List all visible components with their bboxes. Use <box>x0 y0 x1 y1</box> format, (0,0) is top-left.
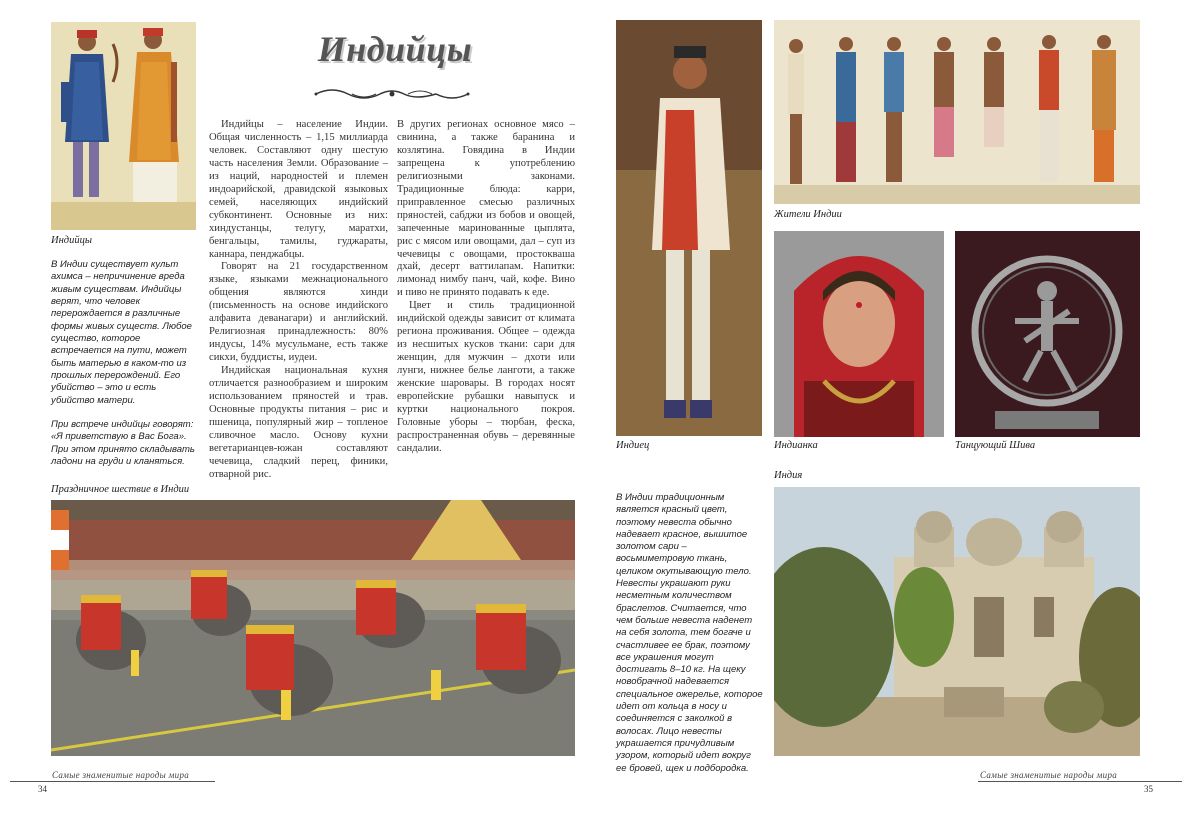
caption-india: Индия <box>774 470 803 481</box>
inhabitants-illustration <box>774 20 1140 204</box>
paragraph-clothing: Цвет и стиль традиционной индийской одежды зависит от климата региона проживания. Общее – одежда из несшитых кусков ткани: сари для женщин, для мужчин – дхоти или лунги, нижнее белье ланготи, а также женские шаровары. В городах носят европейские рубашки навыпуск и куртки национального покроя. Головные уборы – тюрбан, феска, распространенная обувь – деревянные сандалии. <box>397 300 575 454</box>
indians-painting <box>51 22 196 230</box>
indian-woman-photo <box>774 231 944 437</box>
paragraph-population: Индийцы – население Индии. Общая численность – 1,15 миллиарда человек. Составляют одну шестую часть населения Земли. Образование – из наций, народностей и племен индоарийской, дравидской языковых семей, населяющих индийский субконтинент. Основные из них: хиндустанцы, телугу, маратхи, бенгальцы, тамилы, гуджараты, каннара, пенджабцы. <box>209 119 388 260</box>
indian-man-photo <box>616 20 762 436</box>
caption-inhabitants: Жители Индии <box>774 209 842 220</box>
page-title: Индийцы <box>317 29 473 69</box>
procession-photo <box>51 500 575 756</box>
page-number-left: 34 <box>38 784 47 794</box>
text-column-2 <box>397 119 575 456</box>
footer-title-left: Самые знаменитые народы мира <box>52 770 190 780</box>
text-column-1 <box>209 119 388 482</box>
paragraph-language: Говорят на 21 государственном языке, языками межнационального общения являются хинди (письменность на основе индийского алфавита деванагари) и английский. Религиозная принадлежность: 80% индусы, 14% мусульмане, есть также сикхи, буддисты, иудеи. <box>209 261 388 364</box>
caption-procession: Праздничное шествие в Индии <box>51 484 190 495</box>
footer-title-right: Самые знаменитые народы мира <box>980 770 1118 780</box>
caption-shiva: Танцующий Шива <box>955 440 1036 451</box>
caption-woman: Индианка <box>774 440 818 451</box>
page-number-right: 35 <box>1144 784 1153 794</box>
paragraph-cuisine-cont: В других регионах основное мясо – свинина, а также баранина и козлятина. Говядина в Индии запрещена к употреблению религиозными законами. Традиционные блюда: карри, приправленное смесью различных пряностей, сабджи из бобов и овощей, запеченные маринованные цыплята, рис с мясом или овощами, дал – суп из чечевицы с овощами, простокваша дхай, десерт ваттилапам. Напитки: лимонад нимбу панч, чай, кофе. Вино и пиво не принято подавать к еде. <box>397 119 575 299</box>
india-temple-photo <box>774 487 1140 756</box>
dancing-shiva-photo <box>955 231 1140 437</box>
right-sidebar-text: В Индии традиционным является красный цвет, поэтому невеста обычно надевает красное, вышитое золотом сари – восьмиметровую ткань, целиком окутывающую тело. Невесты украшают руки несметным количеством браслетов. Считается, что чем больше невеста наденет на себя золота, тем богаче и счастливее ее брак, поэтому все украшения могут достигать 8–10 кг. На щеку новобрачной надевается специальное ожерелье, которое идет от кольца в носу и соединяется с заколкой в волосах. Лицо невесты украшается причудливым узором, который идет вокруг ее бровей, щек и подбородка. <box>616 492 763 774</box>
caption-indians: Индийцы <box>51 235 92 246</box>
paragraph-cuisine: Индийская национальная кухня отличается разнообразием и широким использованием пряностей и трав. Основные продукты питания – рис и пшеница, популярный жир – топленое сливочное масло. Основу кухни вегетарианцев-южан составляют чечевица, сладкий перец, финики, отварной рис. <box>209 365 388 480</box>
sidebar-paragraph-greeting: При встрече индийцы говорят: «Я приветствую в Вас Бога». При этом принято складывать ладони на груди и кланяться. <box>51 419 195 468</box>
left-sidebar-text <box>51 259 199 481</box>
caption-man: Индиец <box>616 440 650 451</box>
footer-rule-right <box>978 781 1182 782</box>
footer-rule-left <box>10 781 215 782</box>
title-ornament <box>312 86 472 102</box>
sidebar-paragraph-ahimsa: В Индии существует культ ахимса – непричинение вреда живым существам. Индийцы верят, что человек перерождается в различные формы живых существ. Любое существо, которое встречается на пути, может быть матерью в каком-то из прошлых перерождений. Его убийство – это и есть убийство матери. <box>51 259 192 406</box>
